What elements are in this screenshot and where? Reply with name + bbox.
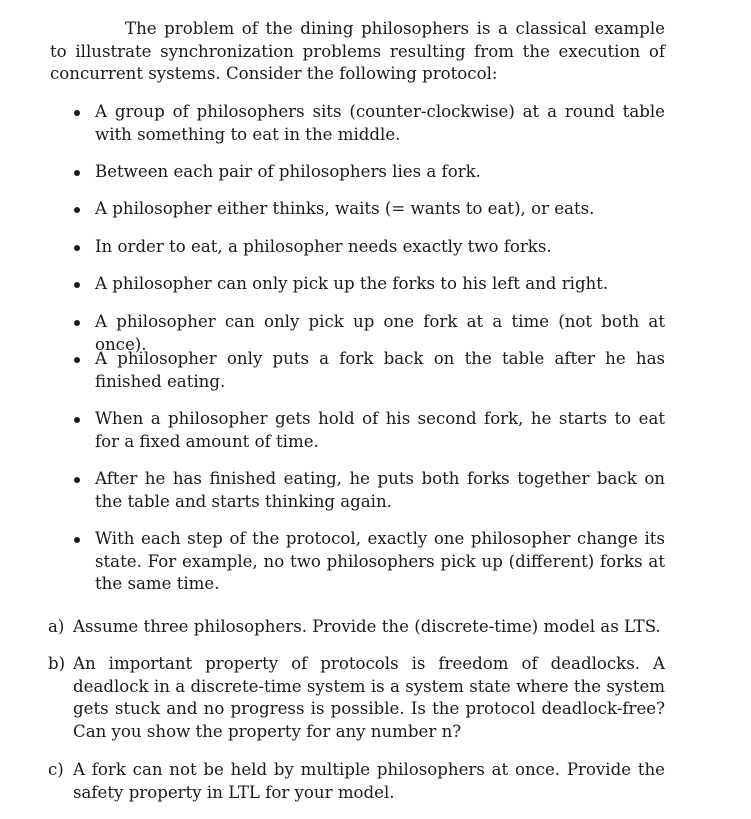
protocol-rule-text: With each step of the protocol, exactly one philosopher change its state. For example, no two philosophers pick up (different) forks at the same time. bbox=[95, 529, 665, 594]
protocol-rule bbox=[95, 198, 665, 221]
question-item bbox=[48, 653, 665, 743]
question-label: b) bbox=[48, 654, 66, 673]
protocol-rule-text: Between each pair of philosophers lies a fork. bbox=[95, 162, 481, 181]
bullet-icon bbox=[74, 417, 80, 423]
bullet-icon bbox=[74, 245, 80, 251]
question-label: c) bbox=[48, 760, 64, 779]
protocol-rule bbox=[95, 161, 665, 184]
intro-paragraph: The problem of the dining philosophers is a classical example to illustrate synchronization problems resulting from the execution of concurrent systems. Consider the following protocol: bbox=[50, 19, 665, 84]
protocol-rule-text: When a philosopher gets hold of his second fork, he starts to eat for a fixed amount of time. bbox=[95, 409, 665, 451]
protocol-rule bbox=[95, 273, 665, 296]
bullet-icon bbox=[74, 170, 80, 176]
protocol-rule-text: A philosopher only puts a fork back on the table after he has finished eating. bbox=[95, 349, 665, 391]
bullet-icon bbox=[74, 477, 80, 483]
question-text: An important property of protocols is freedom of deadlocks. A deadlock in a discrete-time system is a system state where the system gets stuck and no progress is possible. Is the protocol deadlock-free? Can you show the property for any number n? bbox=[73, 654, 665, 741]
question-label: a) bbox=[48, 617, 65, 636]
protocol-rule-text: A philosopher either thinks, waits (= wants to eat), or eats. bbox=[95, 199, 595, 218]
question-item bbox=[48, 759, 665, 804]
question-item bbox=[48, 616, 665, 639]
protocol-rule-text: A philosopher can only pick up one fork at a time (not both at once). bbox=[95, 312, 665, 354]
bullet-icon bbox=[74, 357, 80, 363]
protocol-rule bbox=[95, 528, 665, 596]
protocol-rule-text: In order to eat, a philosopher needs exactly two forks. bbox=[95, 237, 552, 256]
bullet-icon bbox=[74, 282, 80, 288]
question-text: Assume three philosophers. Provide the (discrete-time) model as LTS. bbox=[73, 617, 661, 636]
bullet-icon bbox=[74, 537, 80, 543]
bullet-icon bbox=[74, 320, 80, 326]
protocol-rule-text: A group of philosophers sits (counter-clockwise) at a round table with something to eat in the middle. bbox=[95, 102, 665, 144]
protocol-rule-text: After he has finished eating, he puts both forks together back on the table and starts thinking again. bbox=[95, 469, 665, 511]
protocol-rule bbox=[95, 408, 665, 453]
protocol-rule bbox=[95, 236, 665, 259]
bullet-icon bbox=[74, 110, 80, 116]
protocol-rule bbox=[95, 101, 665, 146]
protocol-rule-text: A philosopher can only pick up the forks to his left and right. bbox=[95, 274, 609, 293]
bullet-icon bbox=[74, 207, 80, 213]
protocol-rule bbox=[95, 348, 665, 393]
protocol-rule bbox=[95, 468, 665, 513]
question-text: A fork can not be held by multiple philosophers at once. Provide the safety property in LTL for your model. bbox=[73, 760, 665, 802]
